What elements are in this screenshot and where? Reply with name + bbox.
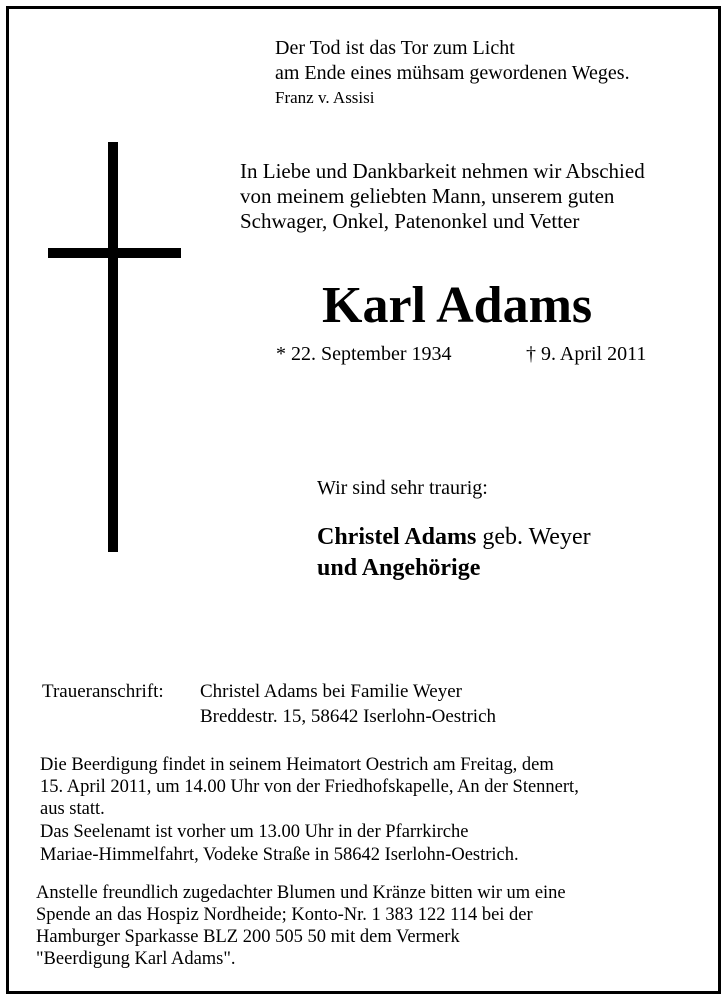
donation-line-4: "Beerdigung Karl Adams". <box>36 949 236 969</box>
mourner-relatives <box>317 556 480 580</box>
birth-date: * 22. September 1934 <box>276 343 452 365</box>
mourner-primary-suffix: geb. Weyer <box>476 524 591 550</box>
deceased-name: Karl Adams <box>322 277 593 334</box>
funeral-line-4: Das Seelenamt ist vorher um 13.00 Uhr in der Pfarrkirche <box>40 822 469 842</box>
quote-line-1: Der Tod ist das Tor zum Licht <box>275 37 515 59</box>
death-date: † 9. April 2011 <box>526 343 647 365</box>
donation-line-1: Anstelle freundlich zugedachter Blumen und Kränze bitten wir um eine <box>36 883 566 903</box>
quote-author: Franz v. Assisi <box>275 88 375 107</box>
address-line-1: Christel Adams bei Familie Weyer <box>200 681 462 702</box>
funeral-line-1: Die Beerdigung findet in seinem Heimatort Oestrich am Freitag, dem <box>40 755 554 775</box>
intro-line-2: von meinem geliebten Mann, unserem guten <box>240 184 615 208</box>
mourner-relatives-text: und Angehörige <box>317 555 481 581</box>
mourner-primary-name: Christel Adams <box>317 524 477 550</box>
address-line-2: Breddestr. 15, 58642 Iserlohn-Oestrich <box>200 706 497 727</box>
funeral-line-3: aus statt. <box>40 799 105 819</box>
cross-symbol-horizontal <box>48 248 181 258</box>
quote-line-2: am Ende eines mühsam gewordenen Weges. <box>275 62 630 84</box>
cross-symbol-vertical <box>108 142 118 552</box>
address-label: Traueranschrift: <box>42 681 164 702</box>
donation-line-2: Spende an das Hospiz Nordheide; Konto-Nr. 1 383 122 114 bei der <box>36 905 533 925</box>
intro-line-1: In Liebe und Dankbarkeit nehmen wir Abschied <box>240 159 645 183</box>
sad-line: Wir sind sehr traurig: <box>317 477 488 499</box>
mourner-primary <box>317 525 591 549</box>
funeral-line-5: Mariae-Himmelfahrt, Vodeke Straße in 58642 Iserlohn-Oestrich. <box>40 845 519 865</box>
donation-line-3: Hamburger Sparkasse BLZ 200 505 50 mit dem Vermerk <box>36 927 460 947</box>
intro-line-3: Schwager, Onkel, Patenonkel und Vetter <box>240 209 580 233</box>
funeral-line-2: 15. April 2011, um 14.00 Uhr von der Friedhofskapelle, An der Stennert, <box>40 777 579 797</box>
